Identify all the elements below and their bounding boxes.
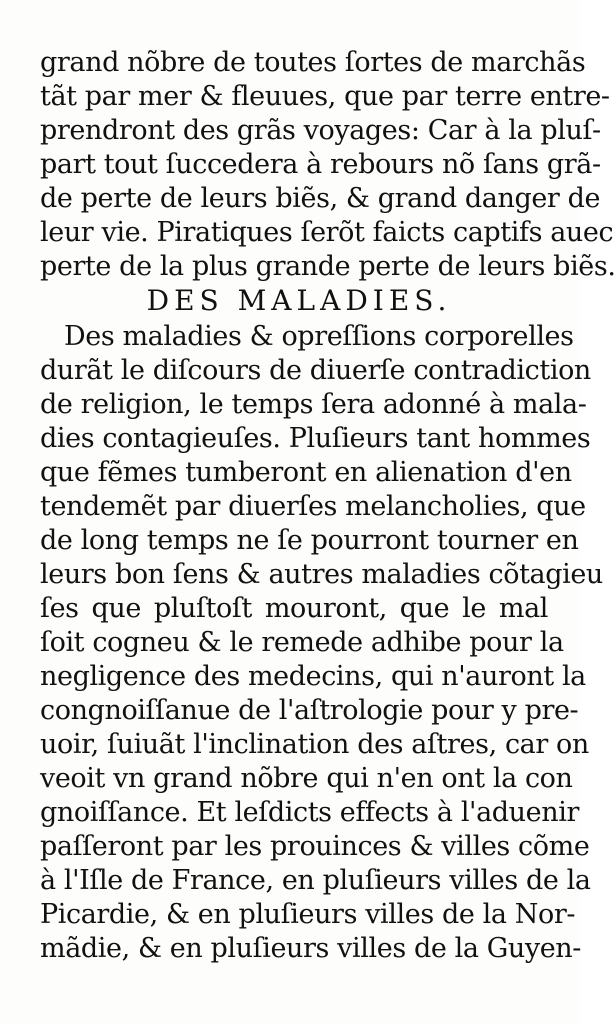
text-line: Des maladies & opreſſions corporelles bbox=[64, 321, 574, 352]
text-line: que fẽmes tumberont en alienation d'en bbox=[40, 457, 572, 488]
text-line: de perte de leurs biẽs, & grand danger de bbox=[40, 183, 601, 214]
text-line: gnoiſſance. Et leſdicts effects à l'aduenir bbox=[40, 797, 579, 828]
text-line: paſſeront par les prouinces & villes cõme bbox=[40, 831, 590, 862]
text-line: ſoit cogneu & le remede adhibe pour la bbox=[40, 627, 564, 658]
text-line: tãt par mer & fleuues, que par terre entre- bbox=[40, 81, 610, 112]
section-heading: DES MALADIES. bbox=[146, 284, 452, 317]
text-line: Picardie, & en pluſieurs villes de la Nor- bbox=[40, 899, 576, 930]
text-line: ſes que pluſtoſt mouront, que le mal bbox=[40, 593, 548, 624]
text-line: congnoiſſanue de l'aſtrologie pour y pre- bbox=[40, 695, 579, 726]
text-line: de long temps ne ſe pourront tourner en bbox=[40, 525, 579, 556]
text-line: veoit vn grand nõbre qui n'en ont la con bbox=[40, 763, 573, 794]
text-line: à l'Iſle de France, en pluſieurs villes de la bbox=[40, 865, 591, 896]
text-line: tendemẽt par diuerſes melancholies, que bbox=[40, 491, 586, 522]
text-line: grand nõbre de toutes ſortes de marchãs bbox=[40, 47, 586, 78]
text-line: prendront des grãs voyages: Car à la pluſ- bbox=[40, 115, 601, 146]
text-line: durãt le diſcours de diuerſe contradiction bbox=[40, 355, 591, 386]
text-line: negligence des medecins, qui n'auront la bbox=[40, 661, 586, 692]
text-line: de religion, le temps ſera adonné à mala- bbox=[40, 389, 587, 420]
text-line: perte de la plus grande perte de leurs biẽs. bbox=[40, 251, 616, 282]
text-line: mãdie, & en pluſieurs villes de la Guyen- bbox=[40, 933, 582, 964]
text-line: uoir, ſuiuãt l'inclination des aſtres, car on bbox=[40, 729, 589, 760]
text-line: leurs bon ſens & autres maladies cõtagieu bbox=[40, 559, 603, 590]
text-line: leur vie. Piratiques ſerõt faicts captifs auec bbox=[40, 217, 614, 248]
text-line: part tout ſuccedera à rebours nõ ſans grã- bbox=[40, 149, 601, 180]
text-line: dies contagieuſes. Pluſieurs tant hommes bbox=[40, 423, 591, 454]
text-block bbox=[40, 46, 616, 966]
